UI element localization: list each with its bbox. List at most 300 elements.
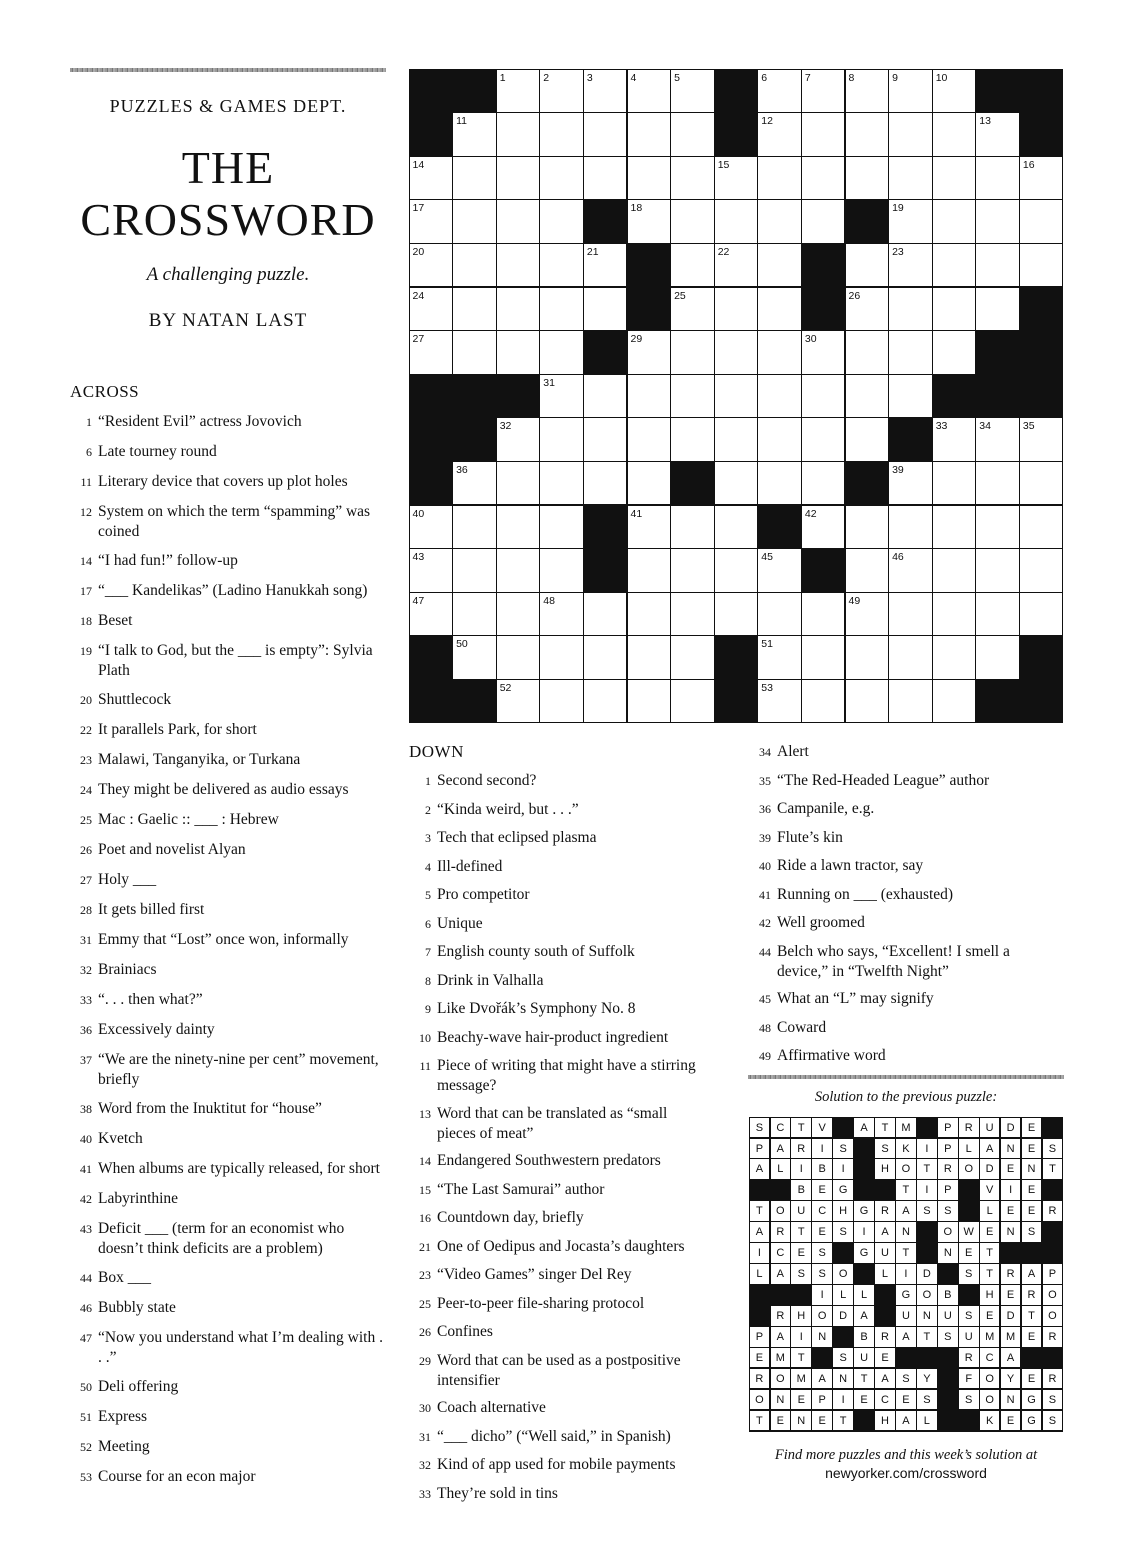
grid-cell[interactable] [671,680,714,723]
grid-cell[interactable] [497,462,540,505]
grid-cell[interactable] [976,200,1019,243]
grid-cell[interactable] [540,288,583,331]
clue-number: 21 [419,1239,431,1254]
cell-number: 18 [630,202,643,215]
solution-cell: R [959,1118,979,1138]
clue-across-41 [70,1159,386,1180]
grid-cell[interactable] [976,593,1019,636]
clue-text: Well groomed [777,914,865,931]
grid-cell[interactable] [976,636,1019,679]
solution-cell: D [1001,1118,1021,1138]
solution-cell: L [771,1159,791,1179]
grid-cell[interactable] [671,549,714,592]
grid-cell[interactable] [628,462,671,505]
grid-cell[interactable] [889,462,932,505]
grid-cell[interactable] [671,375,714,418]
grid-cell[interactable] [715,593,758,636]
grid-cell[interactable] [671,506,714,549]
cell-number: 42 [804,507,817,520]
grid-cell[interactable] [540,418,583,461]
clue-text: Coach alternative [437,1399,546,1416]
grid-cell[interactable] [846,244,889,287]
grid-cell[interactable] [1020,418,1063,461]
grid-cell[interactable] [715,200,758,243]
grid-cell[interactable] [584,418,627,461]
grid-cell[interactable] [628,549,671,592]
grid-cell[interactable] [628,113,671,156]
grid-cell[interactable] [976,418,1019,461]
clue-across-47 [70,1328,386,1368]
clue-across-32 [70,960,386,981]
grid-cell[interactable] [671,288,714,331]
cell-number: 36 [456,463,468,476]
clue-across-44 [70,1268,386,1289]
grid-cell[interactable] [889,549,932,592]
grid-cell[interactable] [976,288,1019,331]
solution-cell: E [1001,1285,1021,1305]
clue-down_col1-8 [409,971,709,992]
clue-down_col1-26 [409,1322,709,1343]
clue-across-38 [70,1099,386,1120]
grid-cell[interactable] [453,549,496,592]
clue-number: 42 [80,1192,92,1206]
solution-cell: O [1043,1306,1063,1326]
grid-cell[interactable] [497,244,540,287]
grid-cell[interactable] [846,680,889,723]
grid-cell[interactable] [933,200,976,243]
grid-cell[interactable] [758,593,801,636]
grid-cell[interactable] [671,244,714,287]
solution-cell: S [917,1201,937,1221]
clue-number: 31 [80,933,92,947]
grid-cell[interactable] [453,288,496,331]
grid-cell[interactable] [497,288,540,331]
clue-number: 19 [80,644,92,658]
grid-cell[interactable] [933,331,976,374]
clue-down_col1-2 [409,800,709,821]
grid-cell[interactable] [802,506,845,549]
grid-cell[interactable] [758,462,801,505]
solution-cell: C [812,1201,832,1221]
solution-cell: E [812,1222,832,1242]
clue-number: 40 [80,1132,92,1146]
clue-number: 28 [80,903,92,917]
grid-cell[interactable] [584,375,627,418]
grid-cell[interactable] [976,506,1019,549]
grid-cell[interactable] [584,462,627,505]
grid-cell[interactable] [628,506,671,549]
cell-number: 51 [761,638,773,651]
grid-cell[interactable] [933,157,976,200]
grid-cell[interactable] [846,157,889,200]
grid-cell[interactable] [976,549,1019,592]
solution-cell: E [875,1348,895,1368]
grid-cell[interactable] [453,331,496,374]
grid-cell[interactable] [933,636,976,679]
grid-cell[interactable] [671,70,714,113]
solution-cell: E [980,1222,1000,1242]
grid-cell[interactable] [889,244,932,287]
grid-cell[interactable] [540,113,583,156]
solution-cell: M [1001,1327,1021,1347]
grid-cell[interactable] [933,593,976,636]
grid-cell[interactable] [933,680,976,723]
grid-cell[interactable] [889,636,932,679]
solution-cell: O [980,1390,1000,1410]
clue-number: 40 [759,859,771,873]
grid-cell[interactable] [758,244,801,287]
grid-cell[interactable] [540,244,583,287]
clue-text: Coward [777,1018,827,1036]
grid-cell[interactable] [540,70,583,113]
clue-number: 30 [419,1401,431,1415]
grid-cell[interactable] [410,331,453,374]
grid-cell[interactable] [846,549,889,592]
grid-cell[interactable] [497,113,540,156]
grid-cell[interactable] [802,331,845,374]
grid-cell[interactable] [889,593,932,636]
grid-cell[interactable] [933,549,976,592]
clue-across-46 [70,1298,386,1319]
clue-text: “Video Games” singer Del Rey [437,1266,632,1283]
solution-cell: A [896,1327,916,1347]
grid-cell[interactable] [497,506,540,549]
grid-cell[interactable] [671,593,714,636]
grid-cell[interactable] [497,549,540,592]
clue-down_col1-25 [409,1294,709,1315]
grid-cell[interactable] [540,331,583,374]
grid-cell[interactable] [758,375,801,418]
grid-cell[interactable] [540,549,583,592]
solution-cell: D [917,1264,937,1284]
grid-cell[interactable] [497,331,540,374]
grid-cell[interactable] [628,593,671,636]
clue-number: 9 [425,1002,431,1016]
solution-cell: I [791,1159,811,1179]
grid-cell[interactable] [889,157,932,200]
grid-cell[interactable] [846,506,889,549]
solution-cell: I [917,1180,937,1200]
grid-cell[interactable] [889,680,932,723]
grid-cell[interactable] [715,418,758,461]
solution-cell: N [791,1411,811,1431]
grid-cell[interactable] [889,288,932,331]
grid-cell[interactable] [671,200,714,243]
solution-cell: T [750,1201,770,1221]
solution-cell: E [1022,1180,1042,1200]
clue-down_col2-48 [749,1018,1063,1039]
grid-cell[interactable] [802,200,845,243]
solution-cell: H [875,1411,895,1431]
grid-cell[interactable] [410,288,453,331]
cell-number: 19 [892,202,904,215]
grid-cell[interactable] [1020,200,1063,243]
grid-cell[interactable] [889,200,932,243]
cell-number: 47 [412,594,425,607]
grid-cell[interactable] [715,331,758,374]
grid-cell[interactable] [933,113,976,156]
solution-cell: O [980,1369,1000,1389]
grid-cell[interactable] [1020,157,1063,200]
grid-cell[interactable] [410,200,453,243]
grid-cell[interactable] [802,157,845,200]
grid-cell[interactable] [453,113,496,156]
grid-cell[interactable] [410,506,453,549]
grid-cell[interactable] [410,593,453,636]
solution-cell: G [833,1180,853,1200]
cell-number: 52 [499,681,512,694]
grid-cell[interactable] [933,288,976,331]
grid-cell[interactable] [933,462,976,505]
grid-cell[interactable] [671,418,714,461]
grid-cell[interactable] [628,636,671,679]
solution-cell: R [1022,1285,1042,1305]
solution-cell: A [812,1369,832,1389]
grid-cell[interactable] [410,549,453,592]
clue-down_col1-3 [409,828,709,849]
grid-cell[interactable] [671,636,714,679]
grid-cell[interactable] [453,636,496,679]
clue-text: Holy ___ [98,871,157,888]
grid-cell[interactable] [758,200,801,243]
solution-cell: M [771,1348,791,1368]
grid-cell[interactable] [540,462,583,505]
grid-cell[interactable] [540,593,583,636]
grid-cell[interactable] [671,157,714,200]
grid-cell[interactable] [497,593,540,636]
grid-cell[interactable] [584,288,627,331]
grid-cell[interactable] [758,157,801,200]
solution-cell: H [980,1285,1000,1305]
clue-number: 20 [80,693,92,707]
grid-cell[interactable] [497,70,540,113]
grid-cell[interactable] [497,636,540,679]
solution-cell: R [791,1139,811,1159]
clue-across-19 [70,641,386,681]
grid-cell[interactable] [1020,244,1063,287]
cell-number: 21 [586,245,599,258]
solution-cell: W [959,1222,979,1242]
grid-cell[interactable] [540,680,583,723]
solution-cell: T [980,1264,1000,1284]
grid-cell[interactable] [1020,593,1063,636]
solution-cell: R [771,1306,791,1326]
grid-cell[interactable] [453,462,496,505]
grid-cell[interactable] [671,113,714,156]
grid-cell[interactable] [715,549,758,592]
clue-text: System on which the term “spamming” was coined [98,503,371,540]
grid-cell[interactable] [584,70,627,113]
clue-down_col1-30 [409,1398,709,1419]
grid-cell[interactable] [758,549,801,592]
cell-number: 22 [717,245,730,258]
grid-cell[interactable] [540,375,583,418]
solution-cell: T [854,1369,874,1389]
grid-cell[interactable] [540,636,583,679]
grid-cell[interactable] [846,331,889,374]
grid-cell[interactable] [976,462,1019,505]
solution-cell: A [896,1201,916,1221]
grid-cell[interactable] [628,200,671,243]
grid-cell[interactable] [715,506,758,549]
grid-cell[interactable] [628,70,671,113]
clue-across-53 [70,1467,386,1488]
grid-cell[interactable] [933,506,976,549]
clue-down_col1-15 [409,1180,709,1201]
solution-cell: B [854,1327,874,1347]
grid-cell[interactable] [758,680,801,723]
grid-cell[interactable] [410,244,453,287]
clue-down_col1-29 [409,1351,709,1391]
grid-cell[interactable] [497,418,540,461]
solution-cell: E [1022,1118,1042,1138]
grid-cell[interactable] [846,636,889,679]
grid-cell[interactable] [584,680,627,723]
grid-cell[interactable] [758,288,801,331]
solution-cell: M [791,1369,811,1389]
grid-cell[interactable] [889,70,932,113]
clue-number: 39 [759,830,771,845]
grid-cell[interactable] [846,113,889,156]
grid-cell[interactable] [453,157,496,200]
grid-cell[interactable] [758,113,801,156]
solution-cell: D [980,1159,1000,1179]
grid-cell[interactable] [802,636,845,679]
solution-cell: N [1001,1222,1021,1242]
clue-number: 6 [86,445,92,459]
grid-cell[interactable] [889,331,932,374]
clue-down_col1-32 [409,1455,709,1476]
clue-text: Deli offering [98,1378,179,1395]
grid-cell[interactable] [933,418,976,461]
grid-cell[interactable] [846,70,889,113]
solution-cell: E [1001,1201,1021,1221]
grid-cell[interactable] [584,157,627,200]
grid-cell[interactable] [628,418,671,461]
cell-number: 9 [892,71,898,84]
solution-cell: R [938,1159,958,1179]
grid-cell[interactable] [802,462,845,505]
grid-cell[interactable] [846,593,889,636]
grid-cell[interactable] [715,244,758,287]
clue-down_col1-21 [409,1237,709,1258]
grid-cell[interactable] [584,244,627,287]
grid-cell[interactable] [802,593,845,636]
grid-cell[interactable] [540,200,583,243]
clue-down_col1-14 [409,1151,709,1172]
grid-cell[interactable] [671,331,714,374]
grid-cell[interactable] [802,113,845,156]
solution-cell: S [791,1264,811,1284]
grid-cell[interactable] [1020,549,1063,592]
grid-cell[interactable] [715,375,758,418]
solution-cell: U [791,1201,811,1221]
solution-cell: A [1001,1348,1021,1368]
grid-cell[interactable] [758,418,801,461]
solution-cell: A [771,1264,791,1284]
grid-cell[interactable] [976,244,1019,287]
footer-more-text: Find more puzzles and this week’s solution at [774,1447,1038,1463]
clue-number: 50 [80,1380,92,1394]
grid-cell[interactable] [758,636,801,679]
grid-cell[interactable] [497,200,540,243]
clue-number: 14 [419,1154,431,1168]
grid-cell[interactable] [933,70,976,113]
clue-text: Flute’s kin [777,828,843,846]
grid-cell[interactable] [802,418,845,461]
grid-cell[interactable] [802,375,845,418]
grid-cell[interactable] [758,70,801,113]
grid-cell[interactable] [846,418,889,461]
grid-cell[interactable] [628,331,671,374]
clue-across-36 [70,1020,386,1041]
grid-cell[interactable] [846,375,889,418]
solution-cell: T [917,1159,937,1179]
grid-cell[interactable] [889,113,932,156]
grid-cell[interactable] [889,375,932,418]
clue-across-17 [70,581,386,602]
grid-cell[interactable] [628,375,671,418]
clue-text: “We are the ninety-nine per cent” movement, briefly [98,1051,379,1088]
top-rule-left [70,68,386,72]
cell-number: 50 [456,638,468,651]
grid-cell[interactable] [453,244,496,287]
grid-cell[interactable] [584,593,627,636]
solution-cell: U [896,1306,916,1326]
solution-cell: U [854,1348,874,1368]
grid-cell[interactable] [976,157,1019,200]
grid-cell[interactable] [933,244,976,287]
grid-cell[interactable] [758,331,801,374]
grid-cell[interactable] [453,593,496,636]
solution-cell: I [1001,1180,1021,1200]
solution-cell: A [980,1139,1000,1159]
solution-cell: S [896,1369,916,1389]
clue-across-42 [70,1189,386,1210]
grid-cell[interactable] [453,506,496,549]
grid-cell[interactable] [540,506,583,549]
solution-cell: C [771,1243,791,1263]
grid-cell[interactable] [802,70,845,113]
solution-cell: Y [1001,1369,1021,1389]
solution-cell: N [1001,1390,1021,1410]
grid-cell[interactable] [846,288,889,331]
grid-cell[interactable] [1020,506,1063,549]
grid-cell[interactable] [628,680,671,723]
grid-cell[interactable] [497,157,540,200]
clue-number: 41 [759,887,771,902]
grid-cell[interactable] [715,288,758,331]
grid-cell[interactable] [715,462,758,505]
grid-cell[interactable] [1020,462,1063,505]
clue-number: 52 [80,1440,92,1454]
clue-text: Box ___ [98,1269,151,1286]
grid-cell[interactable] [584,636,627,679]
grid-cell[interactable] [628,157,671,200]
solution-cell: T [1043,1159,1063,1179]
solution-cell: E [980,1306,1000,1326]
grid-cell[interactable] [540,157,583,200]
cell-number: 32 [499,420,512,433]
grid-cell[interactable] [802,680,845,723]
grid-cell[interactable] [584,113,627,156]
grid-cell[interactable] [497,680,540,723]
grid-cell[interactable] [410,157,453,200]
grid-cell[interactable] [453,200,496,243]
grid-cell[interactable] [715,157,758,200]
grid-cell[interactable] [889,506,932,549]
grid-cell[interactable] [976,113,1019,156]
